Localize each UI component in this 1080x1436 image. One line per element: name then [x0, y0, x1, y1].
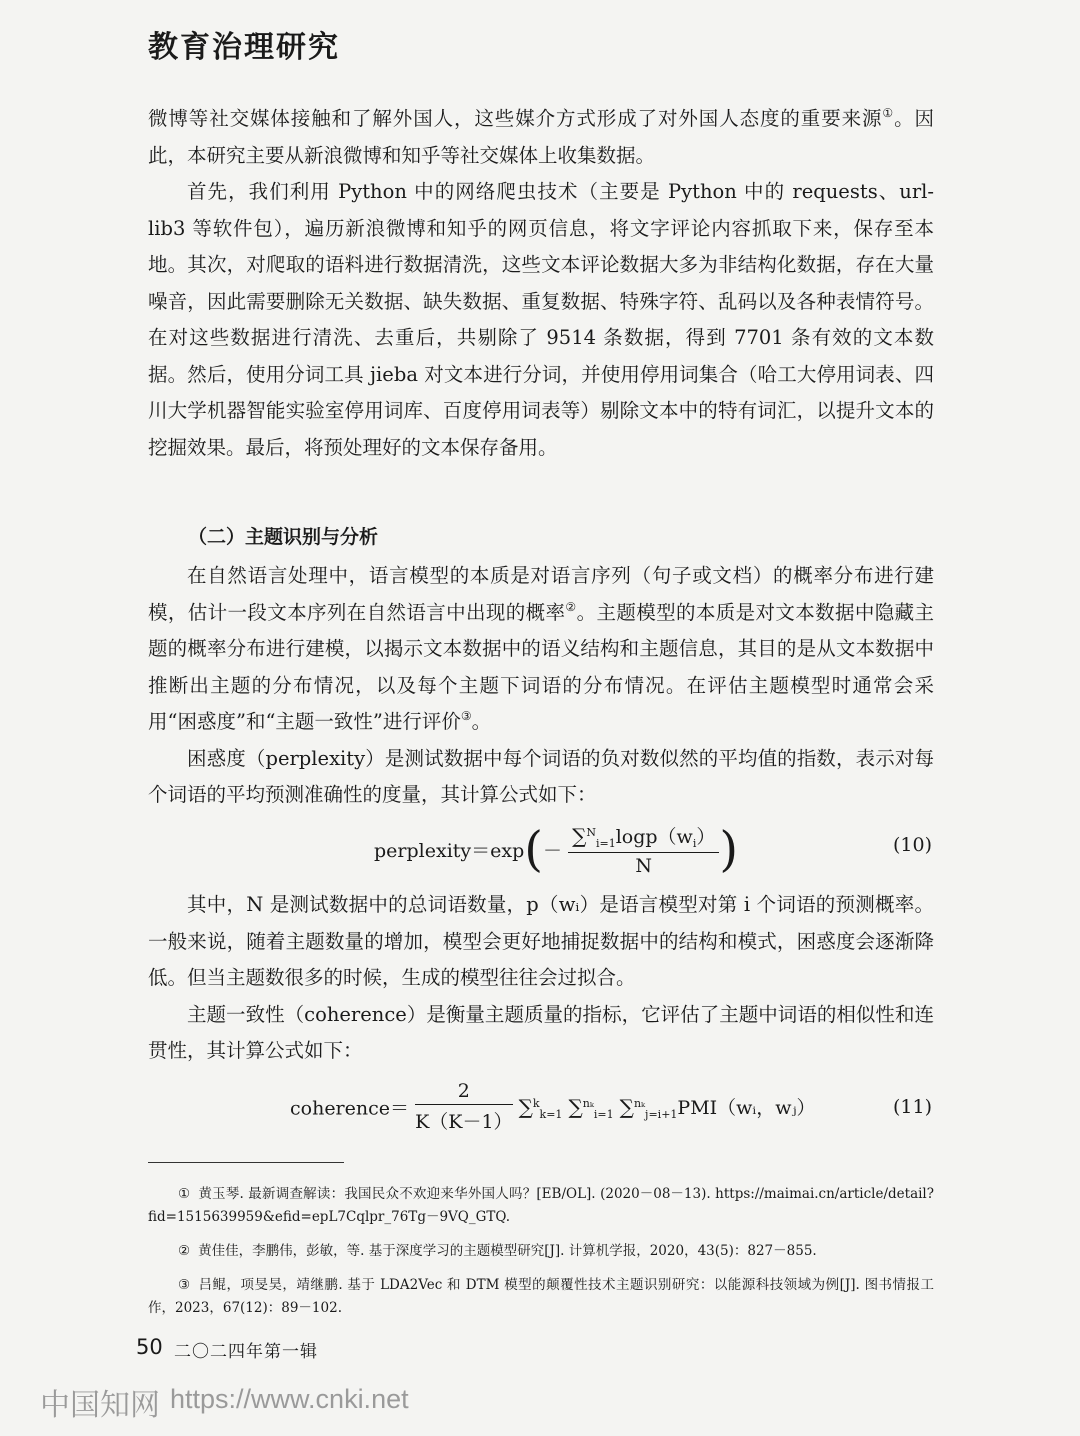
issue-label: 二〇二四年第一辑: [174, 1342, 318, 1362]
footnote-ref-1[interactable]: ①: [882, 106, 895, 120]
formula-11-lhs: coherence＝: [290, 1097, 410, 1120]
page-number: 50: [136, 1335, 163, 1359]
footnotes: [148, 1183, 934, 1331]
paragraph-1: 微博等社交媒体接触和了解外国人，这些媒介方式形成了对外国人态度的重要来源①。因此，本研究主要从新浪微博和知乎等社交媒体上收集数据。: [148, 106, 934, 167]
equation-number-10: (10): [892, 834, 932, 856]
paragraph-5: 其中，N 是测试数据中的总词语数量，p（wᵢ）是语言模型对第 i 个词语的预测概率。一般来说，随着主题数量的增加，模型会更好地捕捉数据中的结构和模式，困惑度会逐渐降低。但当主题数很多的时候，生成的模型往往会过拟合。: [148, 893, 934, 989]
paragraph-block-2: [148, 558, 934, 814]
left-paren: (: [524, 821, 543, 878]
formula-10-fraction: $\frac{\sum^N_{i=1}\log p(w_i)}{N}$: [568, 822, 719, 877]
formula-10-lhs: perplexity＝exp: [374, 840, 525, 862]
formula-10: perplexity＝exp(－ $\frac{\sum^N_{i=1}\log p(w_i)}{N}$ ) (10): [374, 821, 932, 878]
footnote-ref-3[interactable]: ③: [460, 709, 472, 723]
paragraph-6: 主题一致性（coherence）是衡量主题质量的指标，它评估了主题中词语的相似性和连贯性，其计算公式如下：: [148, 1002, 934, 1062]
right-paren: ): [719, 821, 739, 878]
cnki-watermark: 中国知网: [40, 1388, 160, 1423]
cnki-url-watermark: https://www.cnki.net: [170, 1384, 409, 1414]
paragraph-block-3: [148, 887, 934, 1070]
journal-title: 教育治理研究: [148, 30, 340, 65]
equation-number-11: (11): [892, 1096, 932, 1118]
formula-11-fraction: $\frac{2}{K(K-1)}$: [415, 1080, 513, 1133]
formula-11-sums: ∑$^k_{k=1}$ ∑$^{n_k}_{i=1}$ ∑$^{n_k}_{j=i+1}$PMI（wᵢ，wⱼ）: [518, 1095, 816, 1121]
paragraph-2: 首先，我们利用 Python 中的网络爬虫技术（主要是 Python 中的 requests、url-lib3 等软件包），遍历新浪微博和知乎的网页信息，将文字评论内容抓取下来，保存至本地。其次，对爬取的语料进行数据清洗，这些文本评论数据大多为非结构化数据，存在大量噪音，因此需要删除无关数据、缺失数据、重复数据、特殊字符、乱码以及各种表情符号。在对这些数据进行清洗、去重后，共剔除了 9514 条数据，得到 7701 条有效的文本数据。然后，使用分词工具 jieba 对文本进行分词，并使用停用词集合（哈工大停用词表、四川大学机器智能实验室停用词库、百度停用词表等）剔除文本中的特有词汇，以提升文本的挖掘效果。最后，将预处理好的文本保存备用。: [148, 180, 934, 459]
section-heading: （二）主题识别与分析: [188, 526, 379, 548]
paragraph-4: 困惑度（perplexity）是测试数据中每个词语的负对数似然的平均值的指数，表示对每个词语的平均预测准确性的度量，其计算公式如下：: [148, 746, 934, 806]
footnote-divider: [148, 1162, 344, 1163]
paragraph-3: 在自然语言处理中，语言模型的本质是对语言序列（句子或文档）的概率分布进行建模，估计一段文本序列在自然语言中出现的概率②。主题模型的本质是对文本数据中隐藏主题的概率分布进行建模，以揭示文本数据中的语义结构和主题信息，其目的是从文本数据中推断出主题的分布情况，以及每个主题下词语的分布情况。在评估主题模型时通常会采用“困惑度”和“主题一致性”进行评价③。: [148, 564, 934, 733]
formula-11: [148, 1080, 934, 1140]
paragraph-block-1: [148, 101, 934, 466]
footnote-2: ② 黄佳佳，李鹏伟，彭敏，等. 基于深度学习的主题模型研究[J]. 计算机学报，2020，43(5)：827－855.: [178, 1243, 817, 1259]
footnote-1: ① 黄玉琴. 最新调查解读：我国民众不欢迎来华外国人吗？[EB/OL]. (2020－08－13). https://maimai.cn/article/detail? fid=1515639959&efid=epL7Cqlpr_76Tg－9VQ_GTQ.: [148, 1186, 934, 1225]
footnote-3: ③ 吕鲲，项旻昊，靖继鹏. 基于 LDA2Vec 和 DTM 模型的颠覆性技术主题识别研究：以能源科技领域为例[J]. 图书情报工作，2023，67(12)：89－102.: [148, 1277, 934, 1316]
footnote-ref-2[interactable]: ②: [565, 599, 577, 614]
